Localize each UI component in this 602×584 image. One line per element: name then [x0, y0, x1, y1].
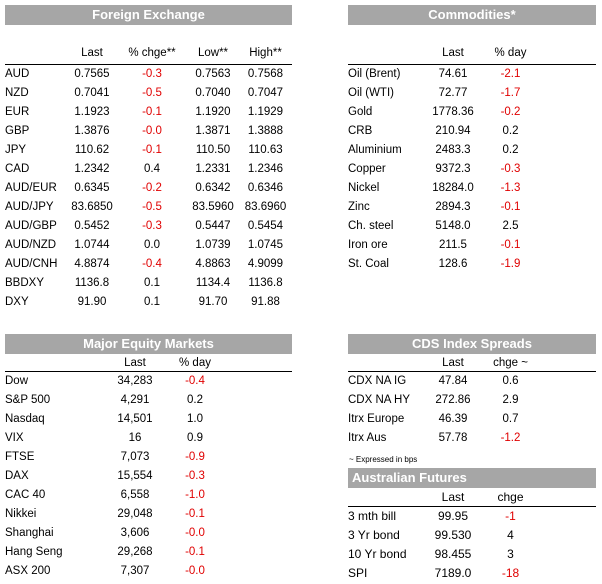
fx-last-cell: 0.5452: [74, 219, 110, 232]
commodities-row: [348, 140, 538, 159]
equity-chg-cell: 1.0: [187, 412, 203, 425]
futures-chg-cell: -1: [505, 508, 516, 523]
fx-last-cell: 4.8874: [74, 257, 110, 270]
equity-row: [5, 371, 225, 390]
equity-chg-cell: -0.1: [185, 545, 205, 558]
fx-chg-cell: -0.2: [142, 181, 162, 194]
fx-name-cell: CAD: [5, 162, 30, 175]
fx-table: [5, 42, 292, 311]
cds-note: ~ Expressed in bps: [349, 455, 418, 464]
commodities-chg-cell: -0.1: [500, 200, 521, 213]
equity-last-cell: 3,606: [120, 526, 150, 539]
fx-chg-cell: -0.1: [142, 105, 162, 118]
fx-high-cell: 4.9099: [247, 257, 284, 270]
commodities-last-cell: 18284.0: [432, 181, 474, 194]
cds-row: [348, 409, 538, 428]
futures-chg-cell: 3: [507, 546, 514, 561]
fx-low-cell: 0.5447: [195, 219, 231, 232]
fx-last-cell: 1.3876: [74, 124, 110, 137]
commodities-chg-cell: 0.2: [502, 124, 519, 137]
fx-row: [5, 140, 292, 159]
cds-last-cell: 272.86: [435, 393, 471, 406]
futures-row: [348, 544, 538, 563]
fx-last-cell: 1.1923: [74, 105, 110, 118]
fx-low-cell: 0.7563: [195, 67, 231, 80]
equity-chg-cell: -0.0: [185, 564, 205, 577]
fx-last-cell: 1136.8: [74, 276, 110, 289]
cds-last-cell: 46.39: [438, 412, 468, 425]
equity-last-cell: 34,283: [117, 374, 153, 387]
fx-high-cell: 110.63: [248, 143, 283, 156]
equity-row: [5, 504, 225, 523]
cds-last-cell: 47.84: [438, 374, 468, 387]
fx-chg-cell: 0.0: [144, 238, 160, 251]
futures-row: [348, 506, 538, 525]
fx-chg-cell: 0.4: [144, 162, 160, 175]
fx-high-cell: 1.0745: [247, 238, 284, 251]
fx-row: [5, 254, 292, 273]
fx-name-cell: AUD: [5, 67, 30, 80]
equity-name-cell: FTSE: [5, 450, 35, 463]
commodities-row: [348, 64, 538, 83]
commodities-row: [348, 197, 538, 216]
commodities-name-cell: Nickel: [348, 181, 380, 194]
cds-table: [348, 354, 538, 447]
fx-last-cell: 91.90: [77, 295, 107, 308]
cds-chg-cell: 2.9: [502, 393, 519, 406]
fx-high-cell: 0.7568: [247, 67, 284, 80]
fx-last-cell: 0.6345: [74, 181, 110, 194]
fx-row: [5, 197, 292, 216]
fx-chg-cell: -0.3: [142, 67, 162, 80]
commodities-last-cell: 74.61: [438, 67, 468, 80]
commodities-row: [348, 254, 538, 273]
equity-last-cell: 6,558: [120, 488, 150, 501]
fx-row: [5, 235, 292, 254]
equity-name-cell: VIX: [5, 431, 24, 444]
fx-name-cell: BBDXY: [5, 276, 44, 289]
fx-chg-cell: -0.0: [142, 124, 162, 137]
fx-name-cell: AUD/JPY: [5, 200, 54, 213]
fx-col-high: High**: [249, 47, 282, 59]
cds-row: [348, 390, 538, 409]
equity-chg-cell: -0.4: [185, 374, 205, 387]
equity-row: [5, 523, 225, 542]
fx-low-cell: 1.2331: [195, 162, 231, 175]
futures-last-cell: 98.455: [434, 546, 472, 561]
fx-low-cell: 4.8863: [195, 257, 231, 270]
commodities-last-cell: 128.6: [438, 257, 468, 270]
commodities-name-cell: Ch. steel: [348, 219, 394, 232]
fx-row: [5, 121, 292, 140]
commodities-chg-cell: -0.3: [500, 162, 521, 175]
fx-name-cell: JPY: [5, 143, 27, 156]
fx-name-cell: EUR: [5, 105, 30, 118]
equity-row: [5, 447, 225, 466]
equity-chg-cell: -1.0: [185, 488, 205, 501]
commodities-chg-cell: -1.7: [500, 86, 521, 99]
commodities-name-cell: Oil (WTI): [348, 86, 394, 99]
cds-chg-cell: -1.2: [500, 431, 521, 444]
equity-name-cell: Dow: [5, 374, 29, 387]
futures-name-cell: 10 Yr bond: [348, 546, 407, 561]
commodities-body: [348, 64, 538, 273]
commodities-last-cell: 2894.3: [435, 200, 471, 213]
fx-last-cell: 0.7041: [74, 86, 110, 99]
fx-high-cell: 91.88: [251, 295, 280, 308]
fx-high-cell: 83.6960: [244, 200, 287, 213]
fx-high-cell: 1.3888: [247, 124, 284, 137]
equity-name-cell: Nikkei: [5, 507, 37, 520]
cds-name-cell: Itrx Aus: [348, 431, 387, 444]
fx-row: [5, 273, 292, 292]
commodities-last-cell: 9372.3: [435, 162, 471, 175]
futures-name-cell: SPI: [348, 565, 368, 580]
fx-header: Foreign Exchange: [5, 5, 292, 25]
equity-row: [5, 409, 225, 428]
futures-name-cell: 3 Yr bond: [348, 527, 400, 542]
equity-body: [5, 371, 225, 580]
fx-name-cell: DXY: [5, 295, 29, 308]
futures-header-rule: [348, 506, 596, 507]
fx-chg-cell: -0.3: [142, 219, 162, 232]
equity-last-cell: 7,073: [120, 450, 150, 463]
commodities-last-cell: 211.5: [439, 238, 467, 251]
commodities-last-cell: 72.77: [438, 86, 468, 99]
commodities-row: [348, 102, 538, 121]
futures-col-last: Last: [441, 490, 465, 504]
commodities-name-cell: St. Coal: [348, 257, 389, 270]
fx-low-cell: 1134.4: [195, 276, 231, 289]
fx-row: [5, 83, 292, 102]
futures-row: [348, 563, 538, 582]
cds-header: CDS Index Spreads: [348, 334, 596, 354]
equity-row: [5, 428, 225, 447]
equity-chg-cell: 0.9: [187, 431, 203, 444]
fx-chg-cell: -0.5: [142, 200, 162, 213]
fx-row: [5, 64, 292, 83]
futures-col-chg: chge: [497, 490, 524, 504]
commodities-row: [348, 216, 538, 235]
commodities-chg-cell: 2.5: [502, 219, 519, 232]
commodities-last-cell: 5148.0: [435, 219, 471, 232]
futures-chg-cell: 4: [507, 527, 514, 542]
equity-name-cell: DAX: [5, 469, 29, 482]
commodities-name-cell: Aluminium: [348, 143, 402, 156]
fx-chg-cell: -0.1: [142, 143, 162, 156]
fx-low-cell: 0.7040: [195, 86, 231, 99]
equity-name-cell: Hang Seng: [5, 545, 63, 558]
equity-last-cell: 16: [128, 431, 142, 444]
futures-body: [348, 506, 538, 582]
fx-last-cell: 0.7565: [74, 67, 110, 80]
fx-last-cell: 83.6850: [71, 200, 113, 213]
commodities-name-cell: Oil (Brent): [348, 67, 401, 80]
equity-col-last: Last: [124, 356, 146, 369]
futures-chg-cell: -18: [501, 565, 520, 580]
fx-low-cell: 0.6342: [195, 181, 231, 194]
fx-chg-cell: -0.4: [142, 257, 162, 270]
fx-low-cell: 1.3871: [195, 124, 231, 137]
commodities-chg-cell: -1.9: [500, 257, 521, 270]
fx-last-cell: 1.2342: [74, 162, 110, 175]
equity-chg-cell: 0.2: [187, 393, 203, 406]
fx-row: [5, 159, 292, 178]
fx-low-cell: 1.0739: [195, 238, 231, 251]
commodities-table: [348, 42, 538, 273]
futures-row: [348, 525, 538, 544]
commodities-chg-cell: -2.1: [500, 67, 521, 80]
equity-last-cell: 15,554: [117, 469, 153, 482]
fx-low-cell: 83.5960: [192, 200, 234, 213]
futures-last-cell: 99.95: [437, 508, 469, 523]
fx-chg-cell: 0.1: [144, 295, 160, 308]
cds-col-chg: chge ~: [493, 356, 528, 369]
commodities-header-rule: [348, 64, 596, 65]
equity-last-cell: 29,268: [117, 545, 153, 558]
equity-table: [5, 354, 225, 580]
equity-last-cell: 4,291: [120, 393, 150, 406]
fx-last-cell: 110.62: [74, 143, 110, 156]
fx-col-last: Last: [81, 47, 103, 59]
commodities-name-cell: Copper: [348, 162, 386, 175]
equity-row: [5, 390, 225, 409]
fx-chg-cell: 0.1: [144, 276, 160, 289]
fx-last-cell: 1.0744: [74, 238, 110, 251]
commodities-row: [348, 121, 538, 140]
fx-row: [5, 292, 292, 311]
equity-row: [5, 542, 225, 561]
equity-last-cell: 29,048: [117, 507, 153, 520]
commodities-row: [348, 178, 538, 197]
commodities-col-chg: % day: [494, 47, 527, 59]
futures-header: Australian Futures: [348, 468, 596, 488]
fx-high-cell: 1.2346: [247, 162, 284, 175]
equity-chg-cell: -0.3: [185, 469, 205, 482]
fx-name-cell: AUD/GBP: [5, 219, 57, 232]
fx-high-cell: 0.5454: [247, 219, 284, 232]
equity-header-rule: [5, 371, 292, 372]
fx-row: [5, 216, 292, 235]
fx-chg-cell: -0.5: [142, 86, 162, 99]
cds-row: [348, 371, 538, 390]
fx-high-cell: 0.7047: [247, 86, 284, 99]
fx-low-cell: 1.1920: [195, 105, 231, 118]
commodities-name-cell: Iron ore: [348, 238, 388, 251]
fx-name-cell: NZD: [5, 86, 29, 99]
commodities-col-last: Last: [442, 47, 464, 59]
fx-name-cell: AUD/NZD: [5, 238, 57, 251]
equity-last-cell: 7,307: [120, 564, 150, 577]
cds-chg-cell: 0.6: [502, 374, 519, 387]
fx-col-low: Low**: [197, 47, 229, 59]
equity-name-cell: Shanghai: [5, 526, 54, 539]
commodities-row: [348, 83, 538, 102]
commodities-header: Commodities*: [348, 5, 596, 25]
cds-body: [348, 371, 538, 447]
fx-row: [5, 102, 292, 121]
fx-high-cell: 1136.8: [248, 276, 283, 289]
equity-row: [5, 561, 225, 580]
fx-low-cell: 110.50: [195, 143, 231, 156]
cds-last-cell: 57.78: [438, 431, 468, 444]
fx-high-cell: 0.6346: [247, 181, 284, 194]
commodities-chg-cell: -0.2: [500, 105, 521, 118]
fx-col-chg: % chge**: [128, 47, 176, 59]
equity-name-cell: S&P 500: [5, 393, 51, 406]
commodities-chg-cell: 0.2: [502, 143, 519, 156]
commodities-last-cell: 2483.3: [435, 143, 471, 156]
equity-chg-cell: -0.0: [185, 526, 205, 539]
commodities-row: [348, 159, 538, 178]
commodities-name-cell: CRB: [348, 124, 373, 137]
fx-body: [5, 64, 292, 311]
equity-row: [5, 466, 225, 485]
equity-col-chg: % day: [179, 356, 211, 369]
futures-last-cell: 99.530: [434, 527, 472, 542]
fx-row: [5, 178, 292, 197]
futures-last-cell: 7189.0: [434, 565, 472, 580]
equity-name-cell: ASX 200: [5, 564, 51, 577]
cds-name-cell: CDX NA IG: [348, 374, 407, 387]
equity-chg-cell: -0.9: [185, 450, 205, 463]
equity-chg-cell: -0.1: [185, 507, 205, 520]
commodities-row: [348, 235, 538, 254]
commodities-chg-cell: -1.3: [500, 181, 521, 194]
equity-name-cell: CAC 40: [5, 488, 46, 501]
futures-table: [348, 488, 538, 582]
futures-name-cell: 3 mth bill: [348, 508, 397, 523]
commodities-name-cell: Gold: [348, 105, 373, 118]
fx-name-cell: GBP: [5, 124, 30, 137]
cds-col-last: Last: [442, 356, 464, 369]
equity-last-cell: 14,501: [117, 412, 153, 425]
commodities-last-cell: 210.94: [435, 124, 471, 137]
fx-header-rule: [5, 64, 292, 65]
commodities-chg-cell: -0.1: [500, 238, 521, 251]
cds-header-rule: [348, 371, 596, 372]
commodities-last-cell: 1778.36: [432, 105, 474, 118]
equity-name-cell: Nasdaq: [5, 412, 45, 425]
cds-name-cell: Itrx Europe: [348, 412, 405, 425]
fx-name-cell: AUD/EUR: [5, 181, 57, 194]
cds-name-cell: CDX NA HY: [348, 393, 410, 406]
cds-row: [348, 428, 538, 447]
fx-low-cell: 91.70: [198, 295, 228, 308]
cds-chg-cell: 0.7: [502, 412, 519, 425]
commodities-name-cell: Zinc: [348, 200, 370, 213]
fx-high-cell: 1.1929: [247, 105, 284, 118]
fx-name-cell: AUD/CNH: [5, 257, 58, 270]
equity-header: Major Equity Markets: [5, 334, 292, 354]
equity-row: [5, 485, 225, 504]
